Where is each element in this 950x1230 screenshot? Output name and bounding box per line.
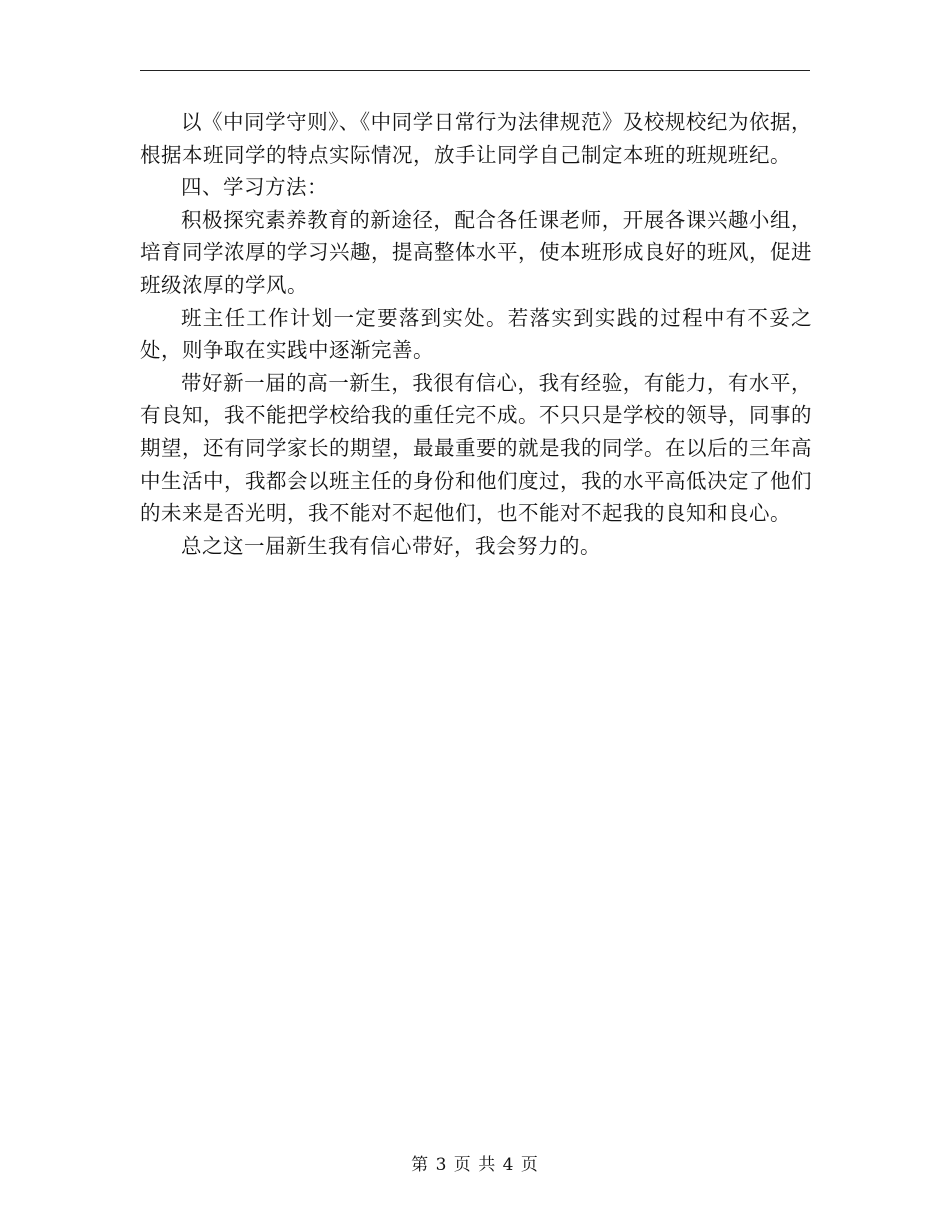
document-body xyxy=(140,106,812,562)
header-rule xyxy=(140,70,810,71)
page-number: 第 3 页 共 4 页 xyxy=(411,1155,539,1175)
paragraph-conclusion: 总之这一届新生我有信心带好，我会努力的。 xyxy=(181,533,601,558)
section-heading-study-methods: 四、学习方法： xyxy=(181,175,328,200)
paragraph-implementation: 班主任工作计划一定要落到实处。若落实到实践的过程中有不妥之处，则争取在实践中逐渐完善。 xyxy=(140,305,812,363)
paragraph-study-methods: 积极探究素养教育的新途径，配合各任课老师，开展各课兴趣小组，培育同学浓厚的学习兴趣，提高整体水平，使本班形成良好的班风，促进班级浓厚的学风。 xyxy=(140,207,812,297)
paragraph-commitment: 带好新一届的高一新生，我很有信心，我有经验，有能力，有水平，有良知，我不能把学校给我的重任完不成。不只只是学校的领导，同事的期望，还有同学家长的期望，最最重要的就是我的同学。在以后的三年高中生活中，我都会以班主任的身份和他们度过，我的水平高低决定了他们的未来是否光明，我不能对不起他们，也不能对不起我的良知和良心。 xyxy=(140,370,812,526)
paragraph-rules: 以《中同学守则》、《中同学日常行为法律规范》及校规校纪为依据，根据本班同学的特点实际情况，放手让同学自己制定本班的班规班纪。 xyxy=(140,110,812,167)
